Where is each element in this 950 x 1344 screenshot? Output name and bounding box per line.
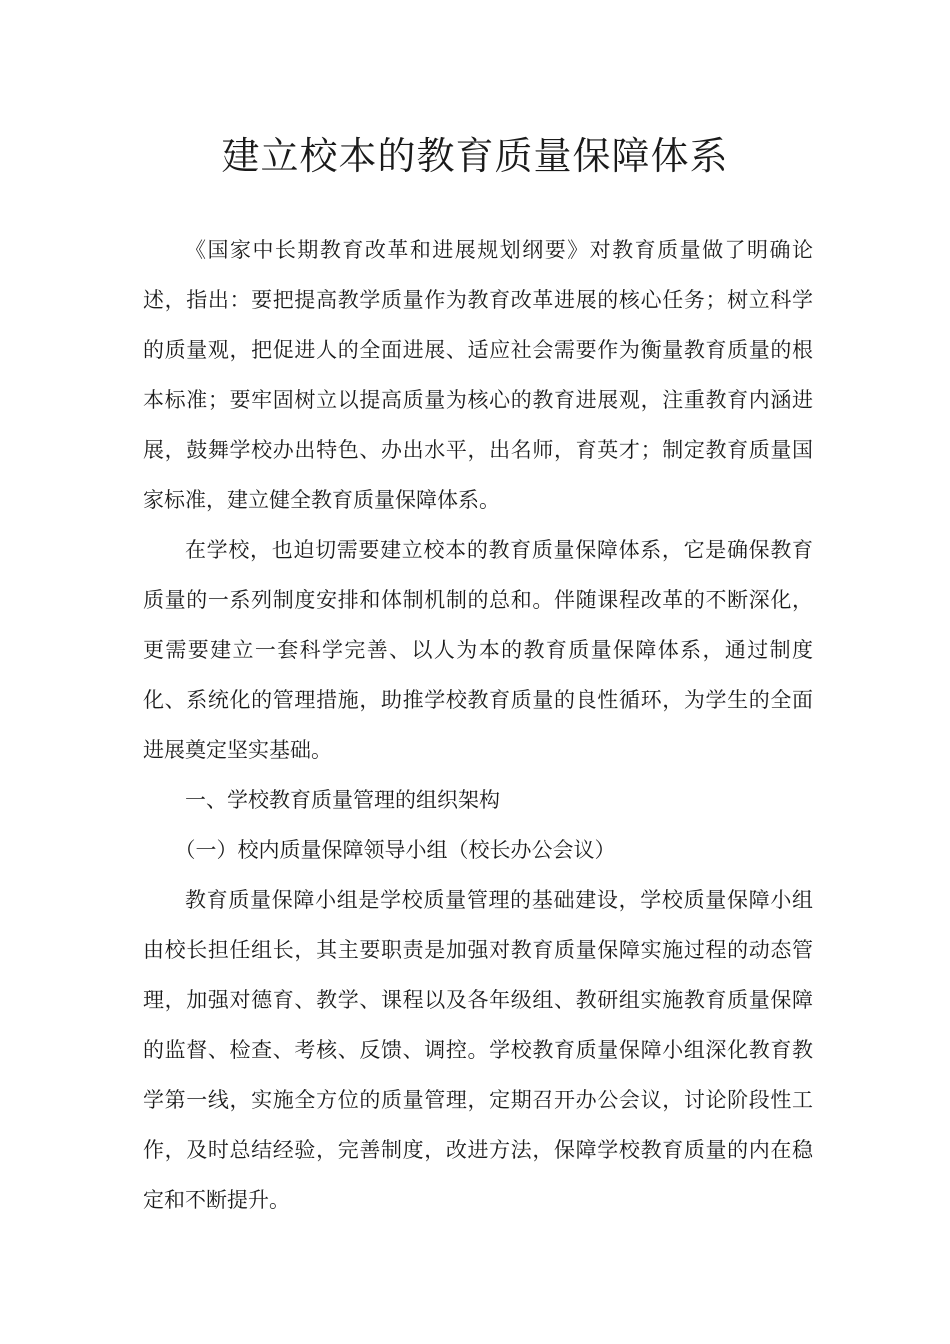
document-body	[143, 225, 813, 1225]
section-heading: 一、学校教育质量管理的组织架构	[185, 788, 500, 812]
subsection-heading: （一）校内质量保障领导小组（校长办公会议）	[174, 838, 616, 862]
document-title: 建立校本的教育质量保障体系	[221, 134, 729, 178]
paragraph-intro: 《国家中长期教育改革和进展规划纲要》对教育质量做了明确论述，指出：要把提高教学质量作为教育改革进展的核心任务；树立科学的质量观，把促进人的全面进展、适应社会需要作为衡量教育质量的根本标准；要牢固树立以提高质量为核心的教育进展观，注重教育内涵进展，鼓舞学校办出特色、办出水平，出名师，育英才；制定教育质量国家标准，建立健全教育质量保障体系。	[143, 238, 813, 512]
paragraph-leadership-group: 教育质量保障小组是学校质量管理的基础建设，学校质量保障小组由校长担任组长，其主要职责是加强对教育质量保障实施过程的动态管理，加强对德育、教学、课程以及各年级组、教研组实施教育质量保障的监督、检查、考核、反馈、调控。学校教育质量保障小组深化教育教学第一线，实施全方位的质量管理，定期召开办公会议，讨论阶段性工作，及时总结经验，完善制度，改进方法，保障学校教育质量的内在稳定和不断提升。	[143, 888, 813, 1212]
paragraph-school-context: 在学校，也迫切需要建立校本的教育质量保障体系，它是确保教育质量的一系列制度安排和体制机制的总和。伴随课程改革的不断深化，更需要建立一套科学完善、以人为本的教育质量保障体系，通过制度化、系统化的管理措施，助推学校教育质量的良性循环，为学生的全面进展奠定坚实基础。	[143, 538, 813, 762]
